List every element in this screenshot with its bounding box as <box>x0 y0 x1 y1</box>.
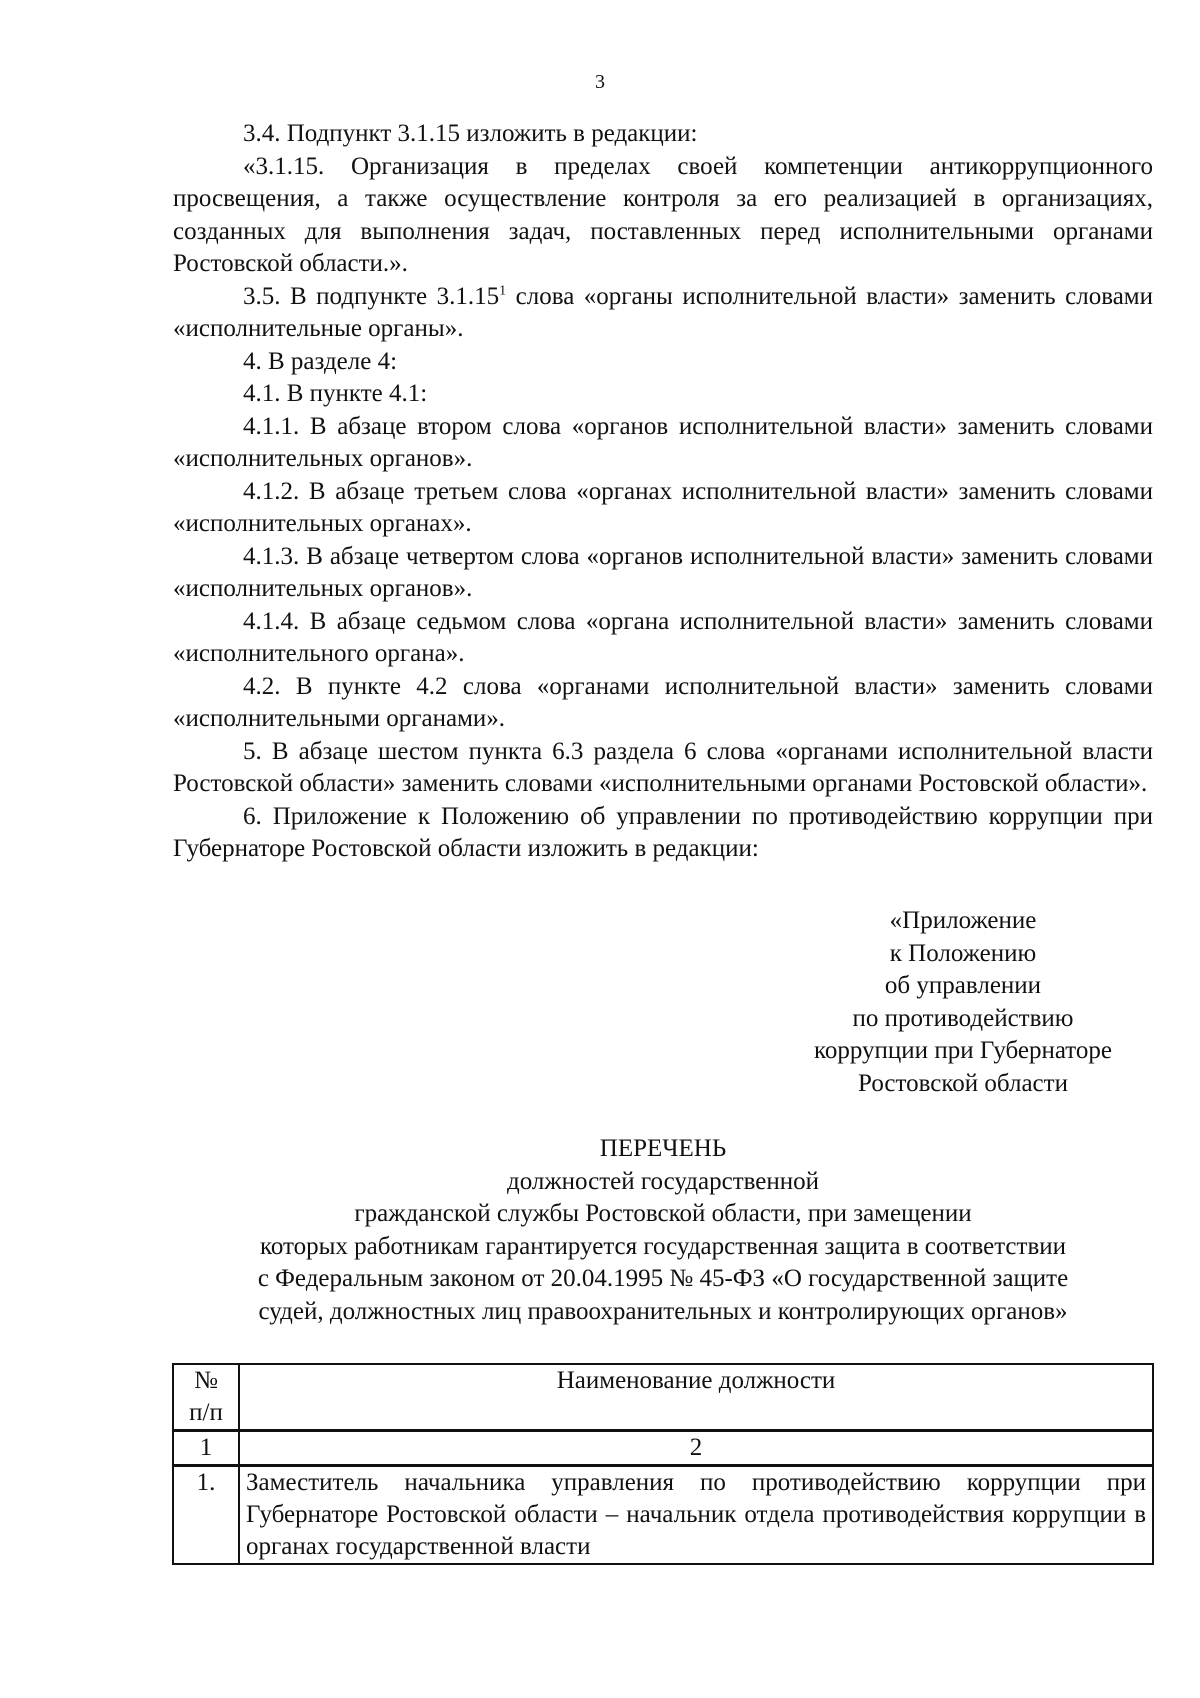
page-number: 3 <box>595 71 605 93</box>
appendix-line: по противодействию <box>852 1004 1074 1032</box>
paragraph-3-4: 3.4. Подпункт 3.1.15 изложить в редакции: <box>243 120 698 147</box>
appendix-line: к Положению <box>889 939 1037 967</box>
column-number-2: 2 <box>239 1431 1153 1466</box>
paragraph-4-1: 4.1. В пункте 4.1: <box>243 380 428 407</box>
paragraph-6: 6. Приложение к Положению об управлении по противодействию коррупции при Губернаторе Ростовской области изложить в редакции: <box>173 802 1153 862</box>
paragraph-3-5-end: слова «органы исполнительной власти» заменить словами «исполнительные органы». <box>173 282 1153 342</box>
list-title-heading: ПЕРЕЧЕНЬ <box>599 1135 727 1162</box>
paragraph-4: 4. В разделе 4: <box>243 347 398 375</box>
list-title-line: гражданской службы Ростовской области, при замещении <box>354 1200 972 1227</box>
appendix-line: Ростовской области <box>858 1069 1068 1097</box>
table-column-numbers-row <box>173 1431 1153 1466</box>
row-number: 1. <box>173 1466 239 1565</box>
table-row <box>173 1466 1153 1565</box>
paragraph-5: 5. В абзаце шестом пункта 6.3 раздела 6 слова «органами исполнительной власти Ростовской области» заменить словами «исполнительными органами Ростовской области». <box>173 737 1153 797</box>
header-number-sign: № <box>194 1367 218 1394</box>
superscript-mark: 1 <box>499 283 507 299</box>
column-number-1: 1 <box>173 1431 239 1466</box>
header-number-abbr: п/п <box>189 1399 223 1426</box>
appendix-line: «Приложение <box>889 907 1037 934</box>
paragraph-3-5-start: 3.5. В подпункте 3.1.15 <box>243 282 500 310</box>
header-number-cell <box>173 1364 239 1431</box>
row-position-name: Заместитель начальника управления по противодействию коррупции при Губернаторе Ростовской области – начальник отдела противодействия коррупции в органах государственной власти <box>239 1466 1153 1565</box>
list-title-line: с Федеральным законом от 20.04.1995 № 45-ФЗ «О государственной защите <box>257 1265 1069 1292</box>
header-name-cell: Наименование должности <box>239 1364 1153 1431</box>
positions-table <box>172 1363 1154 1565</box>
paragraph-3-5 <box>173 281 1153 346</box>
list-title <box>173 1133 1153 1328</box>
list-title-line: судей, должностных лиц правоохранительных и контролирующих органов» <box>258 1297 1068 1325</box>
paragraph-3-1-15-text: «3.1.15. Организация в пределах своей компетенции антикоррупционного просвещения, а также осуществление контроля за его реализацией в организациях, созданных для выполнения задач, поставленных перед исполнительными органами Ростовской области.». <box>173 152 1153 277</box>
appendix-line: коррупции при Губернаторе <box>814 1037 1112 1064</box>
paragraph-4-1-4: 4.1.4. В абзаце седьмом слова «органа исполнительной власти» заменить словами «исполнительного органа». <box>173 607 1153 667</box>
list-title-line: должностей государственной <box>506 1167 820 1195</box>
paragraph-4-1-3: 4.1.3. В абзаце четвертом слова «органов исполнительной власти» заменить словами «исполнительных органов». <box>173 542 1153 602</box>
paragraph-4-2: 4.2. В пункте 4.2 слова «органами исполнительной власти» заменить словами «исполнительными органами». <box>173 672 1153 732</box>
appendix-line: об управлении <box>884 972 1042 999</box>
document-body <box>173 118 1153 866</box>
appendix-heading <box>773 905 1153 1100</box>
list-title-line: которых работникам гарантируется государственная защита в соответствии <box>259 1232 1067 1260</box>
paragraph-4-1-2: 4.1.2. В абзаце третьем слова «органах исполнительной власти» заменить словами «исполнительных органах». <box>173 477 1153 537</box>
table-header-row <box>173 1364 1153 1431</box>
paragraph-4-1-1: 4.1.1. В абзаце втором слова «органов исполнительной власти» заменить словами «исполнительных органов». <box>173 412 1153 472</box>
